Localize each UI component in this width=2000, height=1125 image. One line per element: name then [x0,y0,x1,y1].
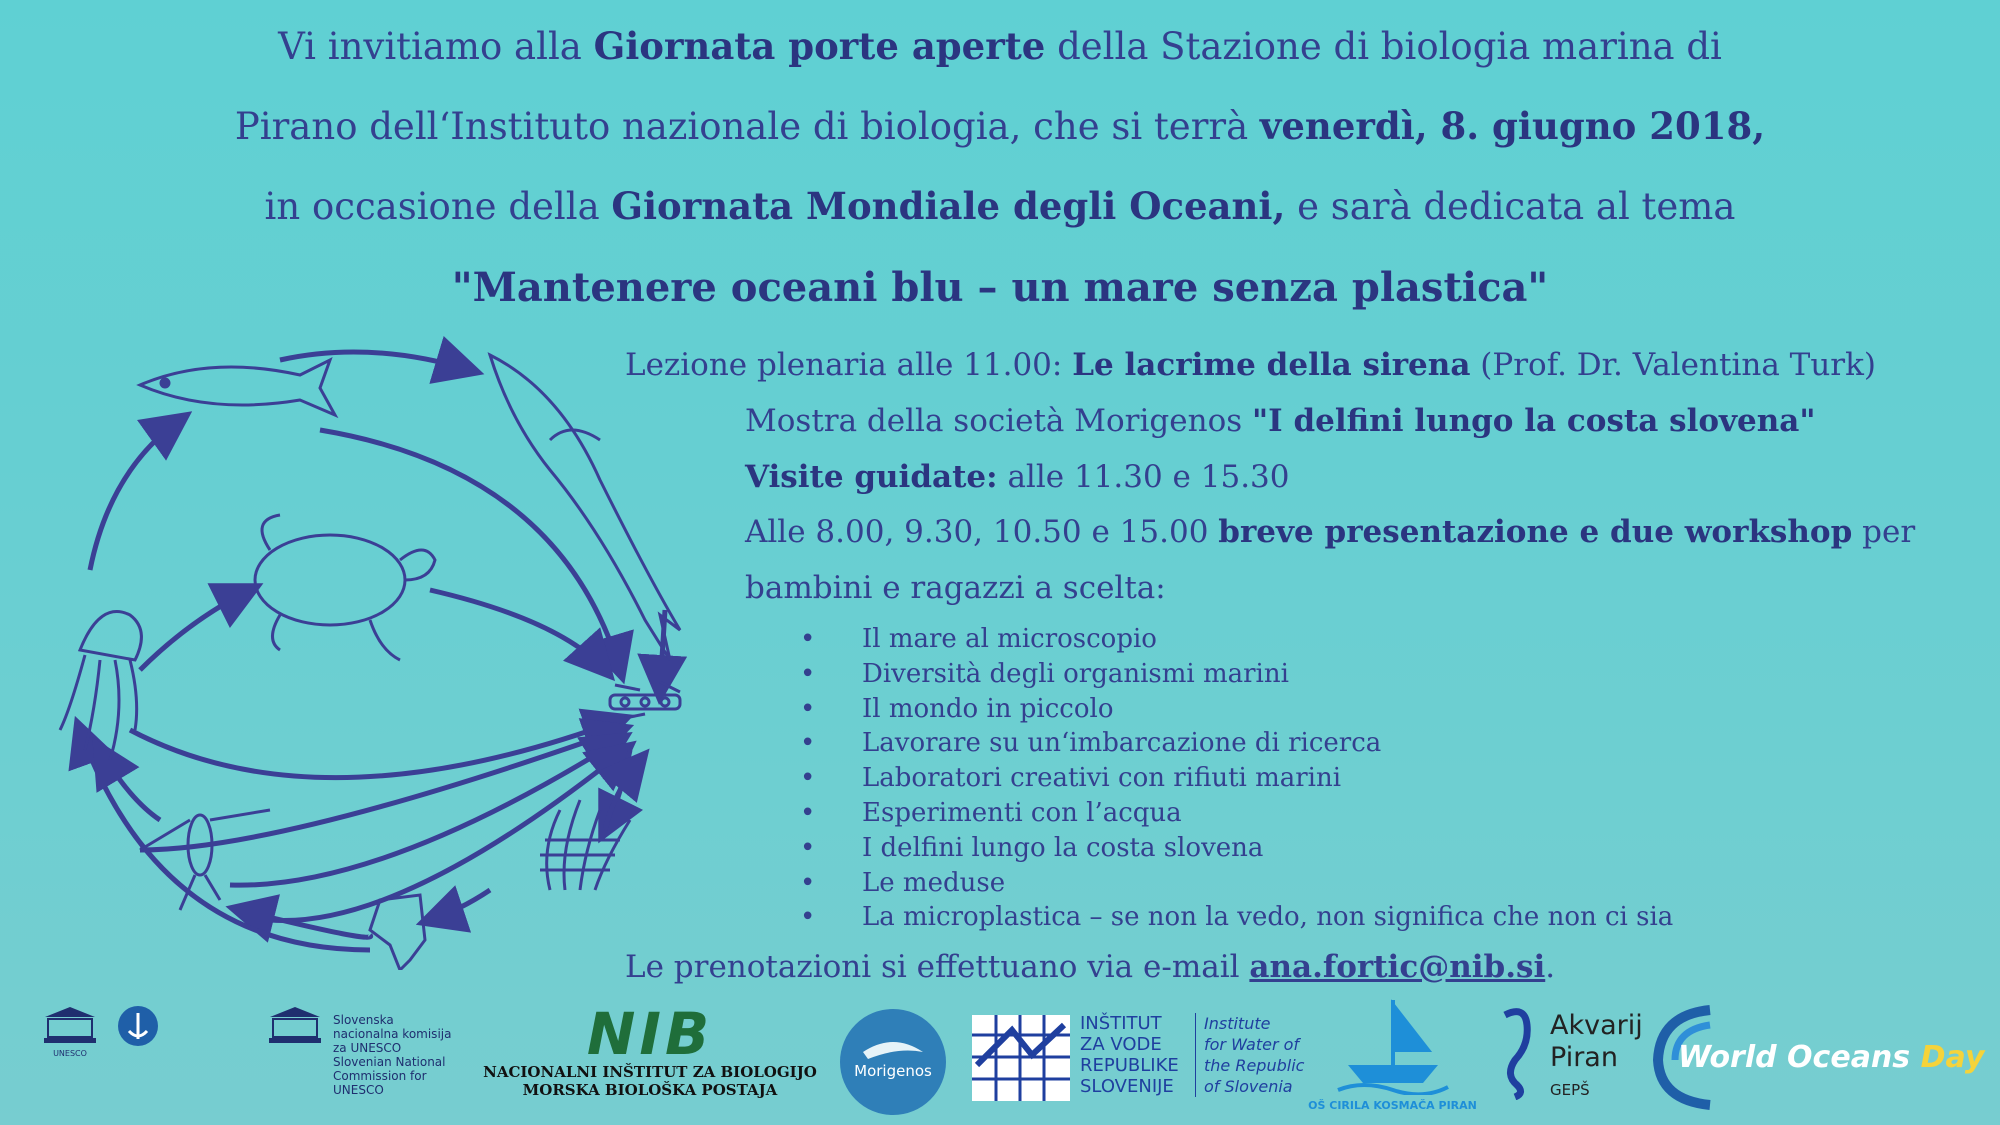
arrow [280,352,470,370]
school-logo [1300,995,1485,1112]
workshop-highlight: breve presentazione e due workshop [1218,514,1853,550]
lecture-line [625,347,1876,383]
arrow [140,590,250,670]
aquarium-text [1550,1010,1643,1106]
invite-text: Vi invitiamo alla [278,25,594,68]
water-en-text: Institute [1204,1014,1271,1033]
turtle-icon [255,515,435,660]
theme-text: "Mantenere oceani blu – un mare senza plastica" [451,264,1549,311]
water-institute-logo [972,1015,1070,1105]
lecture-speaker: (Prof. Dr. Valentina Turk) [1470,347,1877,383]
invite-text: in occasione della [264,185,612,228]
lecture-label: Lezione plenaria alle 11.00: [625,347,1073,383]
world-oceans-day-logo [1650,1000,1990,1110]
partner-logos [0,985,2000,1125]
invite-text: e sarà dedicata al tema [1285,185,1736,228]
arrow [320,430,620,670]
list-item: • La microplastica – se non la vedo, non significa che non ci sia [800,900,1673,935]
water-sl-text: REPUBLIKE [1080,1055,1179,1076]
commission-en-text: Slovenian National Commission for UNESCO [333,1055,446,1097]
arrow [605,760,640,830]
tours-label: Visite guidate: [745,459,998,495]
fish-icon [140,360,335,415]
arrow [90,420,180,570]
kids-line [745,570,1166,606]
nib-mark: NIB [586,1000,714,1068]
aquarium-org: GEPŠ [1550,1081,1590,1099]
exhibit-line [745,403,1816,439]
booking-text: Le prenotazioni si effettuano via e-mail [625,949,1250,985]
wod-text [1678,1040,1984,1075]
exhibit-title: "I delfini lungo la costa slovena" [1252,403,1816,439]
event-date: venerdì, 8. giugno 2018, [1259,104,1766,148]
invite-text: Pirano dell‘Instituto nazionale di biologia, che si terrà [234,105,1260,148]
arrow [430,590,605,670]
email-link[interactable]: ana.fortic@nib.si [1249,949,1546,985]
list-item: • I delfini lungo la costa slovena [800,831,1673,866]
grid-icon [972,1015,1070,1101]
kids-text: bambini e ragazzi a scelta: [745,570,1166,606]
tours-line [745,459,1290,495]
invite-line-1 [0,24,2000,68]
plastic-bag-icon [370,895,425,970]
copepod-icon [140,810,270,910]
water-en-text: for Water of [1204,1035,1300,1054]
nib-line-1: NACIONALNI INŠTITUT ZA BIOLOGIJO [483,1063,817,1081]
water-en-text: the Republic [1204,1056,1305,1075]
occasion-name: Giornata Mondiale degli Oceani, [611,184,1286,228]
ioc-logo [115,1003,161,1053]
seahorse-icon [1495,1005,1535,1100]
wod-text-main: World Oceans [1678,1040,1921,1075]
temple-icon [40,1005,100,1045]
tours-times: alle 11.30 e 15.30 [997,459,1290,495]
list-item: • Il mare al microscopio [800,622,1673,657]
unesco-commission [333,1013,463,1097]
commission-sl-text: Slovenska nacionalna komisija za UNESCO [333,1013,452,1055]
booking-line [625,949,1555,985]
aquarium-name: Akvarij [1550,1010,1643,1041]
water-en-text: of Slovenia [1204,1077,1293,1096]
temple-icon [265,1005,325,1045]
list-item: • Laboratori creativi con rifiuti marini [800,761,1673,796]
workshop-times-line [745,514,1915,550]
list-item: • Lavorare su un‘imbarcazione di ricerca [800,726,1673,761]
marine-cycle-illustration [40,330,700,970]
seagrass-icon [540,800,630,890]
water-sl-text: ZA VODE [1080,1034,1162,1055]
exhibit-label: Mostra della società Morigenos [745,403,1252,439]
nib-line-2: MORSKA BIOLOŠKA POSTAJA [522,1081,778,1099]
list-item: • Il mondo in piccolo [800,692,1673,727]
invite-text: della Stazione di biologia marina di [1045,25,1722,68]
arrow [230,740,620,885]
workshop-list [800,622,1673,935]
water-institute-sl [1080,1013,1179,1097]
invite-line-2 [0,104,2000,148]
water-sl-text: SLOVENIJE [1080,1076,1174,1097]
invite-line-3 [0,184,2000,228]
jellyfish-icon [60,612,141,760]
list-item: • Diversità degli organismi marini [800,657,1673,692]
arrow [430,890,490,920]
ioc-emblem-icon [115,1003,161,1049]
workshop-text: per [1852,514,1916,550]
unesco-logo [40,1005,100,1058]
wod-text-day: Day [1920,1040,1985,1075]
unesco-logo-2 [265,1005,325,1049]
microplastic-icon [610,682,680,718]
aquarium-city: Piran [1550,1042,1618,1073]
list-item: • Esperimenti con l’acqua [800,796,1673,831]
arrow [100,750,160,820]
water-institute-en [1195,1013,1304,1097]
lecture-title: Le lacrime della sirena [1072,347,1471,383]
school-text: OŠ CIRILA KOSMAČA PIRAN [1308,1099,1477,1112]
list-item: • Le meduse [800,866,1673,901]
ship-icon [1333,995,1453,1095]
arrow [130,720,620,778]
booking-end: . [1545,949,1556,985]
theme-title [0,264,2000,311]
workshop-times: Alle 8.00, 9.30, 10.50 e 15.00 [745,514,1219,550]
morigenos-logo [838,1007,948,1121]
aquarium-logo [1495,1005,1535,1104]
nib-logo [470,1000,830,1099]
event-name: Giornata porte aperte [593,24,1046,68]
unesco-text: UNESCO [53,1049,87,1058]
morigenos-text: Morigenos [854,1062,932,1080]
water-sl-text: INŠTITUT [1080,1013,1162,1034]
